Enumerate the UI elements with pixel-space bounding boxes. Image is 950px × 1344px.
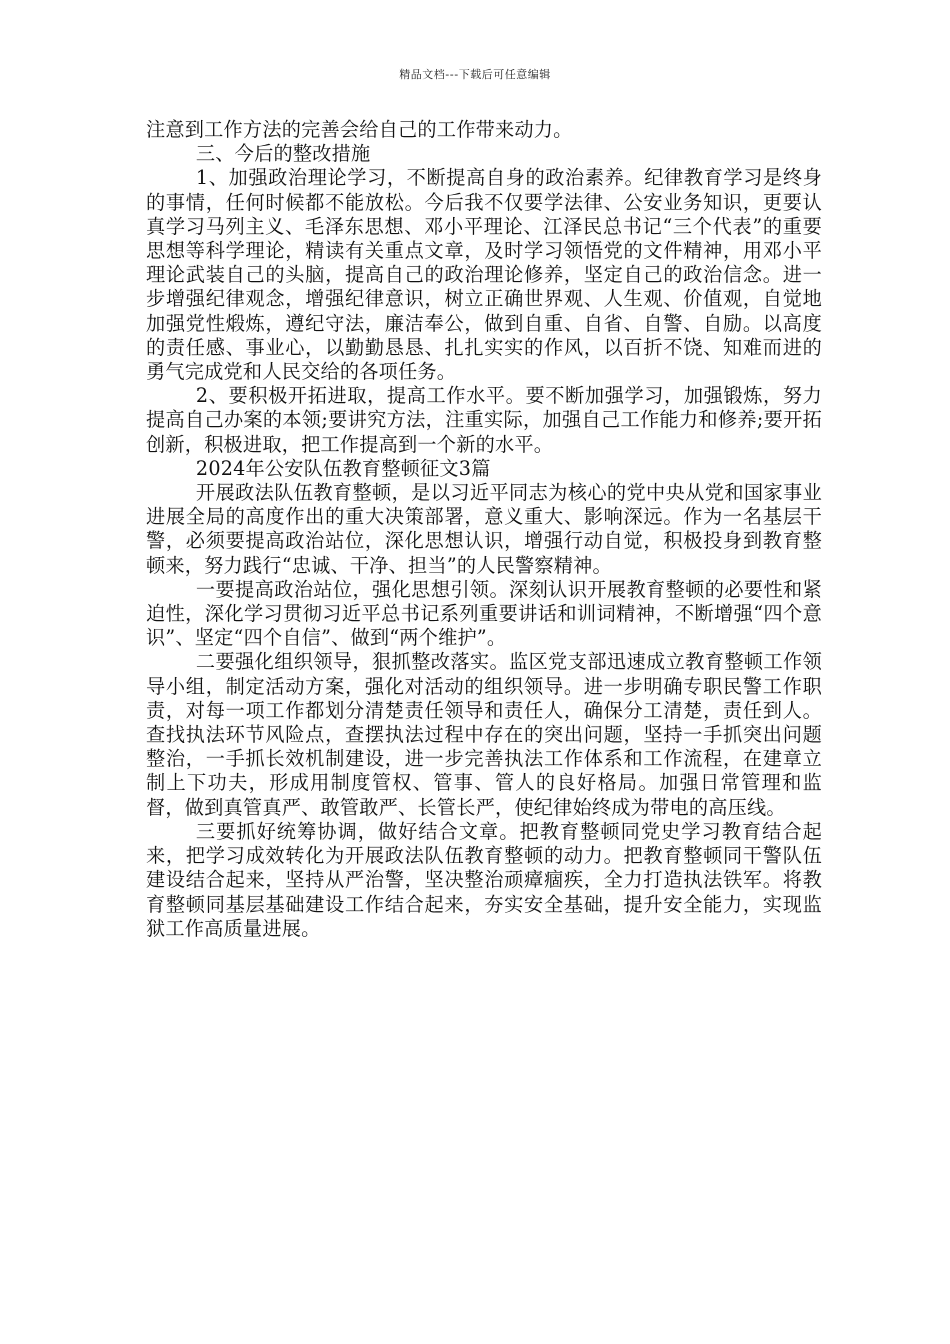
document-body [146,118,822,941]
section-heading: 三、今后的整改措施 [195,142,371,166]
paragraph: 开展政法队伍教育整顿，是以习近平同志为核心的党中央从党和国家事业进展全局的高度作出的重大决策部署，意义重大、影响深远。作为一名基层干警，必须要提高政治站位，深化思想认识，增强行动自觉，积极投身到教育整顿来，努力践行“忠诚、干净、担当”的人民警察精神。 [146,481,822,577]
paragraph: 注意到工作方法的完善会给自己的工作带来动力。 [146,118,573,141]
paragraph: 2、要积极开拓进取，提高工作水平。要不断加强学习，加强锻炼，努力提高自己办案的本领;要讲究方法，注重实际，加强自己工作能力和修养;要开拓创新，积极进取，把工作提高到一个新的水平。 [146,384,822,456]
paragraph: 二要强化组织领导，狠抓整改落实。监区党支部迅速成立教育整顿工作领导小组，制定活动方案，强化对活动的组织领导。进一步明确专职民警工作职责，对每一项工作都划分清楚责任领导和责任人，确保分工清楚，责任到人。查找执法环节风险点，查摆执法过程中存在的突出问题，坚持一手抓突出问题整治，一手抓长效机制建设，进一步完善执法工作体系和工作流程，在建章立制上下功夫，形成用制度管权、管事、管人的良好格局。加强日常管理和监督，做到真管真严、敢管敢严、长管长严，使纪律始终成为带电的高压线。 [146,650,822,819]
paragraph: 三要抓好统筹协调，做好结合文章。把教育整顿同党史学习教育结合起来，把学习成效转化为开展政法队伍教育整顿的动力。把教育整顿同干警队伍建设结合起来，坚持从严治警，坚决整治顽瘴痼疾，全力打造执法铁军。将教育整顿同基层基础建设工作结合起来，夯实安全基础，提升安全能力，实现监狱工作高质量进展。 [146,819,822,940]
article-title: 2024年公安队伍教育整顿征文3篇 [195,456,491,480]
paragraph: 一要提高政治站位，强化思想引领。深刻认识开展教育整顿的必要性和紧迫性，深化学习贯彻习近平总书记系列重要讲话和训词精神，不断增强“四个意识”、坚定“四个自信”、做到“两个维护”。 [146,577,822,650]
page-header: 精品文档---下载后可任意编辑 [399,68,551,81]
paragraph: 1、加强政治理论学习，不断提高自身的政治素养。纪律教育学习是终身的事情，任何时候都不能放松。今后我不仅要学法律、公安业务知识，更要认真学习马列主义、毛泽东思想、邓小平理论、江泽民总书记“三个代表”的重要思想等科学理论，精读有关重点文章，及时学习领悟党的文件精神，用邓小平理论武装自己的头脑，提高自己的政治理论修养，坚定自己的政治信念。进一步增强纪律观念，增强纪律意识，树立正确世界观、人生观、价值观，自觉地加强党性煅炼，遵纪守法，廉洁奉公，做到自重、自省、自警、自励。以高度的责任感、事业心，以勤勤恳恳、扎扎实实的作风，以百折不饶、知难而进的勇气完成党和人民交给的各项任务。 [146,166,822,384]
